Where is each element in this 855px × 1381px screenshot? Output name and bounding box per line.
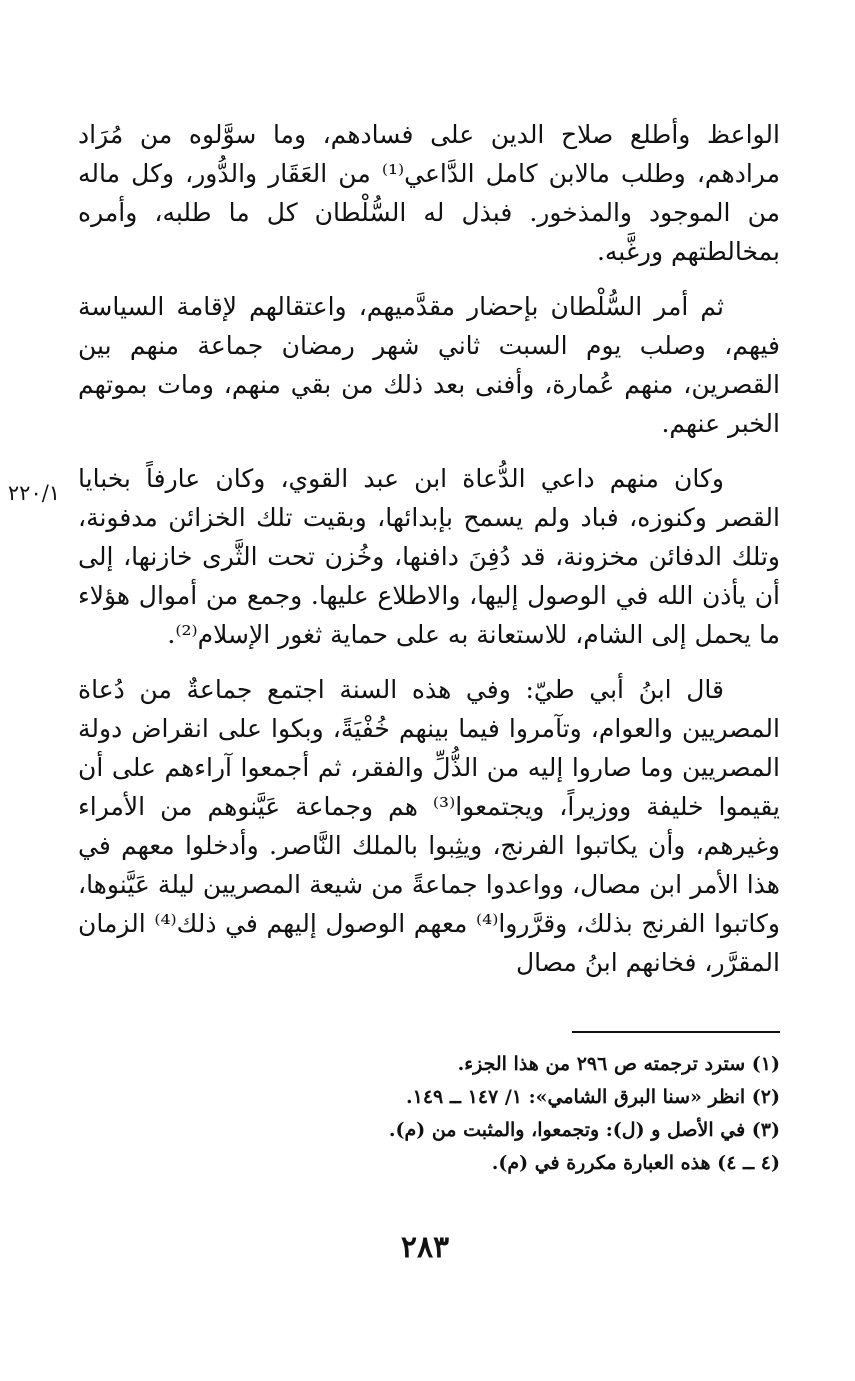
paragraph-3: وكان منهم داعي الدُّعاة ابن عبد القوي، وكان عارفاً بخبايا القصر وكنوزه، فباد ولم يسمح بإبدائها، وبقيت تلك الخزائن مدفونة، وتلك الدفائن مخزونة، قد دُفِنَ دافنها، وخُزن تحت الثَّرى خازنها، إلى أن يأذن الله في الوصول إليها، والاطلاع عليها. وجمع من أموال هؤلاء ما يحمل إلى الشام، للاستعانة به على حماية ثغور الإسلام⁽²⁾. [78, 464, 780, 649]
footnote-2: (٢) انظر «سنا البرق الشامي»: ١/ ١٤٧ ــ ١٤٩. [405, 1086, 780, 1108]
footnote-4: (٤ ــ ٤) هذه العبارة مكررة في (م). [491, 1152, 780, 1174]
footnotes [200, 1048, 780, 1180]
footnote-divider [572, 1031, 780, 1033]
footnote-3: (٣) في الأصل و (ل): وتجمعوا، والمثبت من (م). [388, 1119, 780, 1141]
paragraph-4: قال ابنُ أبي طيّ: وفي هذه السنة اجتمع جماعةٌ من دُعاة المصريين والعوام، وتآمروا فيما بينهم خُفْيَةً، وبكوا على انقراض دولة المصريين وما صاروا إليه من الذُّلِّ والفقر، ثم أجمعوا آراءهم على أن يقيموا خليفة ووزيراً، ويجتمعوا⁽³⁾ هم وجماعة عَيَّنوهم من الأمراء وغيرهم، وأن يكاتبوا الفرنج، ويثِبوا بالملك النَّاصر. وأدخلوا معهم في هذا الأمر ابن مصال، وواعدوا جماعةً من شيعة المصريين ليلة عَيَّنوها، وكاتبوا الفرنج بذلك، وقرَّروا⁽⁴⁾ معهم الوصول إليهم في ذلك⁽⁴⁾ الزمان المقرَّر، فخانهم ابنُ مصال [78, 675, 780, 977]
paragraph-2: ثم أمر السُّلْطان بإحضار مقدَّميهم، واعتقالهم لإقامة السياسة فيهم، وصلب يوم السبت ثاني شهر رمضان جماعة منهم بين القصرين، منهم عُمارة، وأفنى بعد ذلك من بقي منهم، ومات بموتهم الخبر عنهم. [78, 292, 780, 438]
page-number: ٢٨٣ [400, 1230, 450, 1265]
footnote-1: (١) سترد ترجمته ص ٢٩٦ من هذا الجزء. [457, 1053, 780, 1075]
paragraph-1: الواعظ وأطلع صلاح الدين على فسادهم، وما سوَّلوه من مُرَاد مرادهم، وطلب مالابن كامل الدَّاعي⁽¹⁾ من العَقَار والدُّور، وكل ماله من الموجود والمذخور. فبذل له السُّلْطان كل ما طلبه، وأمره بمخالطتهم ورغَّبه. [78, 120, 780, 266]
main-text [78, 115, 780, 998]
margin-reference: ٢٢٠/١ [7, 481, 61, 505]
